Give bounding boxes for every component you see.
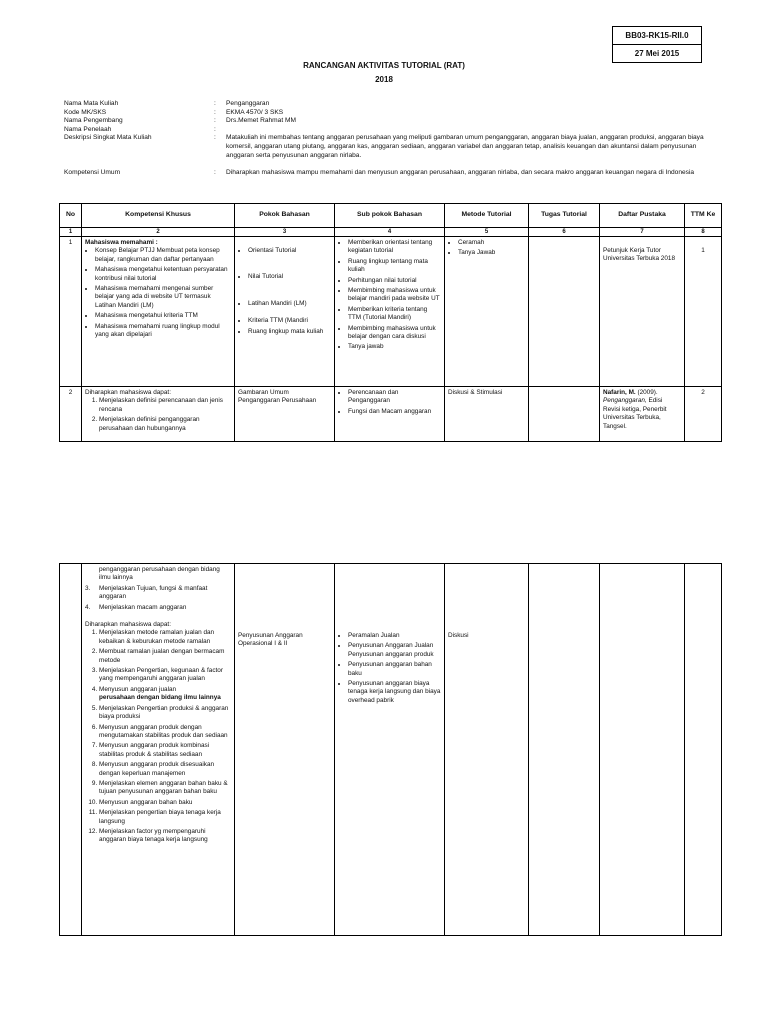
ttm-cell: 1 bbox=[685, 237, 722, 387]
sub-pokok-cell: • Perencanaan dan Penganggaran • Fungsi dan Macam anggaran bbox=[335, 387, 445, 442]
table-header-row bbox=[60, 204, 722, 228]
pokok-bahasan-cell: Gambaran Umum Penganggaran Perusahaan bbox=[235, 387, 335, 442]
header-ttm: TTM Ke bbox=[685, 204, 722, 228]
sub-pokok-cell: • Memberikan orientasi tentang kegiatan tutorial • Ruang lingkup tentang mata kuliah • Perhitungan nilai tutorial • Membimbing mahasiswa untuk belajar mandiri pada website UT • Memberikan kriteria tentang TTM (Tutorial Mandiri) • Membimbing mahasiswa untuk belajar dengan cara diskusi • Tanya jawab bbox=[335, 237, 445, 387]
kompetensi-cell: penganggaran perusahaan dengan bidang ilmu lainnya 3. Menjelaskan Tujuan, fungsi & manfaat anggaran 4. Menjelaskan macam anggaran Diharapkan mahasiswa dapat: 1. Menjelaskan metode ramalan jualan dan kebaikan & keburukan metode ramalan 2. Membuat ramalan jualan dengan bermacam metode 3. Menjelaskan Pengertian, kegunaan & factor yang mempengaruhi anggaran jualan 4. Menyusun anggaran jualan perusahaan dengan bidang ilmu lainnya 5. Menjelaskan Pengertian produksi & anggaran biaya produksi 6. Menyusun anggaran produk dengan mengutamakan stabilitas produk dan sediaan 7. Menyusun anggaran produk kombinasi stabilitas produk & stabilitas sediaan 8. Menyusun anggaran produk disesuaikan dengan keperluan manajemen 9. Menjelaskan elemen anggaran bahan baku & tujuan penyusunan anggaran bahan baku 10. Menyusun anggaran bahan baku 11. Menjelaskan pengertian biaya tenaga kerja langsung 12. Menjelaskan factor yg mempengaruhi anggaran biaya tenaga kerja langsung bbox=[82, 564, 235, 936]
document-code-box bbox=[612, 26, 702, 63]
course-name-row: Nama Mata Kuliah : Penganggaran bbox=[64, 100, 704, 109]
header-sub-pokok: Sub pokok Bahasan bbox=[335, 204, 445, 228]
developer-row: Nama Pengembang : Drs.Memet Rahmat MM bbox=[64, 117, 704, 126]
header-tugas: Tugas Tutorial bbox=[529, 204, 600, 228]
document-date: 27 Mei 2015 bbox=[613, 44, 701, 62]
reviewer-name bbox=[226, 126, 704, 135]
header-metode: Metode Tutorial bbox=[445, 204, 529, 228]
tugas-cell bbox=[529, 237, 600, 387]
metode-cell: Diskusi bbox=[445, 564, 529, 936]
pokok-bahasan-cell: Penyusunan Anggaran Operasional I & II bbox=[235, 564, 335, 936]
kompetensi-cell: Mahasiswa memahami : • Konsep Belajar PTJJ Membuat peta konsep belajar, rangkuman dan daftar pertanyaan • Mahasiswa mengetahui ketentuan persyaratan kontribusi nilai tutorial • Mahasiswa memahami mengenai sumber belajar yang ada di website UT termasuk Latihan Mandiri (LM) • Mahasiswa mengetahui kriteria TTM • Mahasiswa memahami ruang lingkup modul yang akan dipelajari bbox=[82, 237, 235, 387]
document-year: 2018 bbox=[375, 75, 393, 84]
metode-cell: • Ceramah • Tanya Jawab bbox=[445, 237, 529, 387]
metode-cell: Diskusi & Stimulasi bbox=[445, 387, 529, 442]
header-pokok-bahasan: Pokok Bahasan bbox=[235, 204, 335, 228]
tugas-cell bbox=[529, 564, 600, 936]
document-title: RANCANGAN AKTIVITAS TUTORIAL (RAT) bbox=[303, 61, 465, 70]
course-description: Matakuliah ini membahas tentang anggaran perusahaan yang meliputi gambaran umum penganggaran, anggaran biaya jualan, anggaran produksi, anggaran biaya komersil, anggaran utang piutang, anggaran kas, anggaran sediaan, anggaran variabel dan anggaran tetap, analisis keuangan dan akuntansi dalam penyusunan anggaran serta penyusunan anggaran nirlaba. bbox=[226, 134, 704, 159]
course-code: EKMA 4570/ 3 SKS bbox=[226, 108, 284, 116]
header-no: No bbox=[60, 204, 82, 228]
pustaka-cell bbox=[600, 564, 685, 936]
sub-pokok-cell: • Peramalan Jualan • Penyusunan Anggaran Jualan Penyusunan anggaran produk • Penyusunan anggaran bahan baku • Penyusunan anggaran biaya tenaga kerja langsung dan biaya overhead pabrik bbox=[335, 564, 445, 936]
table-index-row: 1 2 3 4 5 6 7 8 bbox=[60, 228, 722, 237]
course-name: Penganggaran bbox=[226, 100, 270, 107]
competency-row: Kompetensi Umum : Diharapkan mahasiswa mampu memahami dan menyusun anggaran perusahaan, anggaran nirlaba, dan secara makro anggaran keuangan negara di Indonesia bbox=[64, 169, 704, 178]
course-code-row: Kode MK/SKS : EKMA 4570/ 3 SKS bbox=[64, 109, 704, 118]
table-row: 2 Diharapkan mahasiswa dapat: 1. Menjelaskan definisi perencanaan dan jenis rencana 2. Menjelaskan definisi penganggaran perusahaan dan hubungannya Gambaran Umum Penganggaran Perusahaan • Perencanaan dan Penganggaran • Fungsi dan Macam anggaran Diskusi & Stimulasi Nafarin, M. (2009). Penganggaran, Edisi Revisi ketiga, Penerbit Universitas Terbuka, Tangsel. 2 bbox=[60, 387, 722, 442]
pustaka-cell: Nafarin, M. (2009). Penganggaran, Edisi Revisi ketiga, Penerbit Universitas Terbuka, Tangsel. bbox=[600, 387, 685, 442]
general-competency: Diharapkan mahasiswa mampu memahami dan menyusun anggaran perusahaan, anggaran nirlaba, dan secara makro anggaran keuangan negara di Indonesia bbox=[226, 169, 695, 177]
header-pustaka: Daftar Pustaka bbox=[600, 204, 685, 228]
pokok-bahasan-cell: • Orientasi Tutorial • Nilai Tutorial • Latihan Mandiri (LM) • Kriteria TTM (Mandiri • Ruang lingkup mata kuliah bbox=[235, 237, 335, 387]
table-row bbox=[60, 564, 722, 936]
pustaka-cell: Petunjuk Kerja Tutor Universitas Terbuka 2018 bbox=[600, 237, 685, 387]
ttm-cell bbox=[685, 564, 722, 936]
tugas-cell bbox=[529, 387, 600, 442]
table-row: 1 Mahasiswa memahami : • Konsep Belajar PTJJ Membuat peta konsep belajar, rangkuman dan daftar pertanyaan • Mahasiswa mengetahui ketentuan persyaratan kontribusi nilai tutorial • Mahasiswa memahami mengenai sumber belajar yang ada di website UT termasuk Latihan Mandiri (LM) • Mahasiswa mengetahui kriteria TTM • Mahasiswa memahami ruang lingkup modul yang akan dipelajari • Orientasi Tutorial • Nilai Tutorial • Latihan Mandiri (LM) • Kriteria TTM (Mandiri • Ruang lingkup mata kuliah • Memberikan orientasi tentang kegiatan tutorial • Ruang lingkup tentang mata kuliah • Perhitungan nilai tutorial • Membimbing mahasiswa untuk belajar mandiri pada website UT • Memberikan kriteria tentang TTM (Tutorial Mandiri) • Membimbing mahasiswa untuk belajar dengan cara diskusi • Tanya jawab • Ceramah • Tanya Jawab Petunjuk Kerja Tutor Universitas Terbuka 2018 1 bbox=[60, 237, 722, 387]
document-code: BB03-RK15-RII.0 bbox=[625, 31, 689, 40]
header-kompetensi: Kompetensi Khusus bbox=[82, 204, 235, 228]
developer-name: Drs.Memet Rahmat MM bbox=[226, 117, 296, 125]
rat-table-page1 bbox=[59, 203, 722, 442]
reviewer-row: Nama Penelaah : bbox=[64, 126, 704, 135]
ttm-cell: 2 bbox=[685, 387, 722, 442]
course-info bbox=[64, 100, 704, 178]
rat-table-page2 bbox=[59, 563, 722, 936]
kompetensi-cell: Diharapkan mahasiswa dapat: 1. Menjelaskan definisi perencanaan dan jenis rencana 2. Menjelaskan definisi penganggaran perusahaan dan hubungannya bbox=[82, 387, 235, 442]
description-row: Deskripsi Singkat Mata Kuliah : Matakuliah ini membahas tentang anggaran perusahaan yang meliputi gambaran umum penganggaran, anggaran biaya jualan, anggaran produksi, anggaran biaya komersil, anggaran utang piutang, anggaran kas, anggaran sediaan, anggaran variabel dan anggaran tetap, analisis keuangan dan akuntansi dalam penyusunan anggaran serta penyusunan anggaran nirlaba. bbox=[64, 134, 704, 159]
